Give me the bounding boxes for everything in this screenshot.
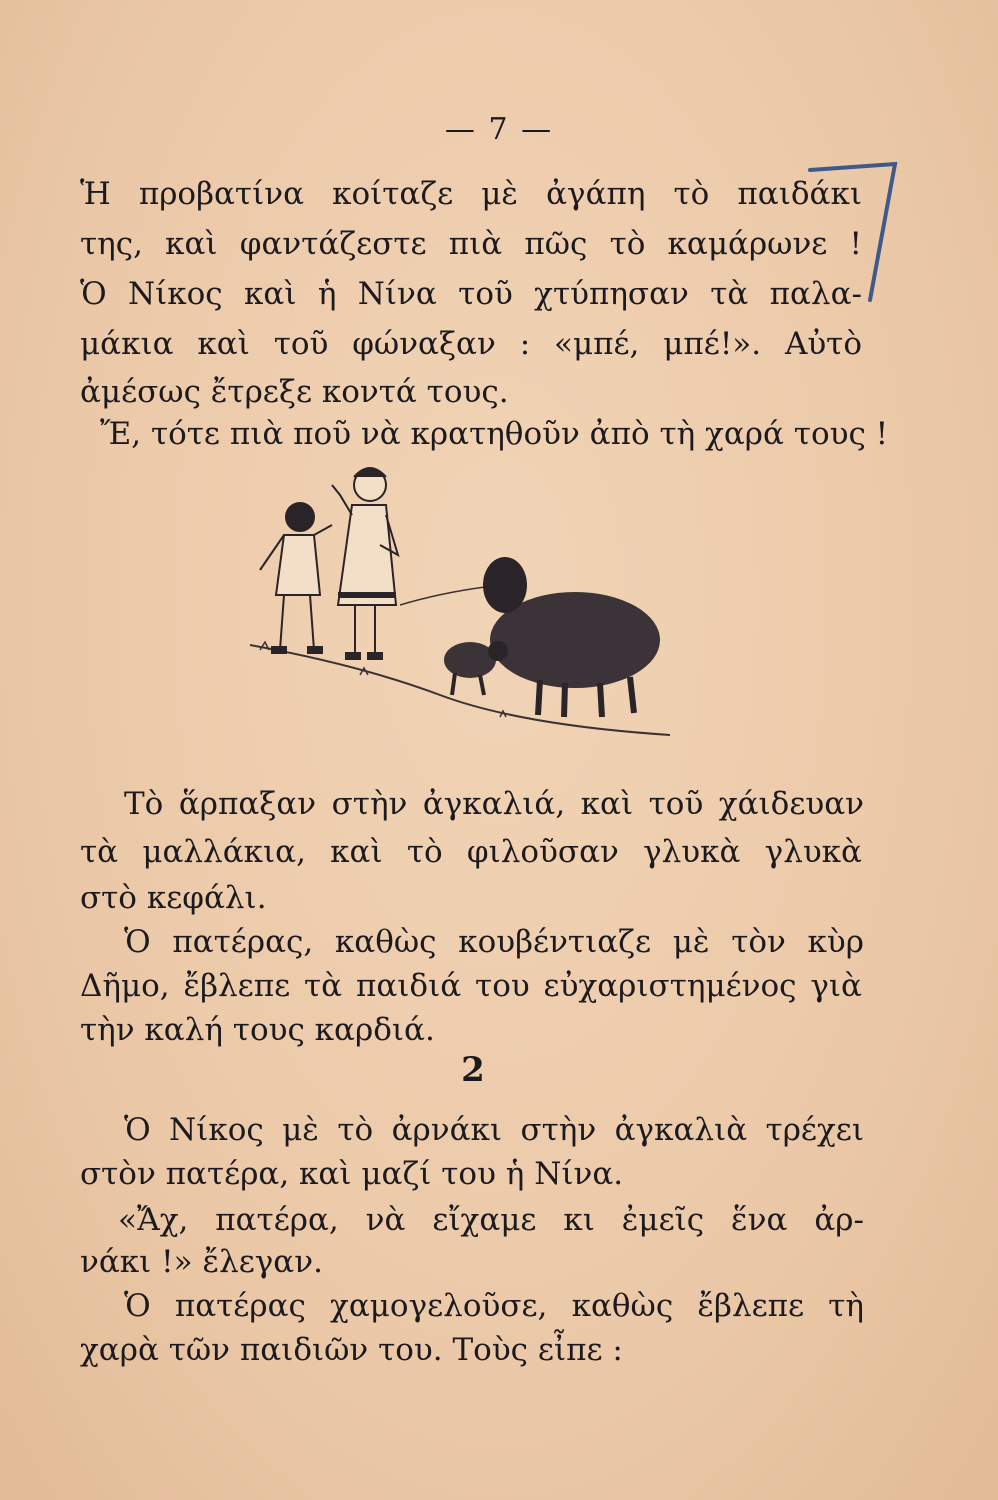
text-line: Ὁ Νίκος καὶ ἡ Νίνα τοῦ χτύπησαν τὰ παλα-	[80, 276, 862, 312]
text-line: Ὁ Νίκος μὲ τὸ ἀρνάκι στὴν ἀγκαλιὰ τρέχει	[124, 1112, 864, 1148]
text-line: τὰ μαλλάκια, καὶ τὸ φιλοῦσαν γλυκὰ γλυκὰ	[80, 834, 862, 870]
page-number: — 7 —	[444, 112, 554, 147]
text-line: Τὸ ἅρπαξαν στὴν ἀγκαλιά, καὶ τοῦ χάιδευαν	[124, 786, 864, 822]
text-line: της, καὶ φαντάζεστε πιὰ πῶς τὸ καμάρωνε !	[80, 226, 862, 262]
text-line: στὸ κεφάλι.	[80, 880, 267, 916]
text-line: τὴν καλή τους καρδιά.	[80, 1012, 435, 1048]
text-line: Ὁ πατέρας χαμογελοῦσε, καθὼς ἔβλεπε τὴ	[124, 1288, 864, 1324]
text-line: «Ἄχ, πατέρα, νὰ εἴχαμε κι ἐμεῖς ἕνα ἀρ-	[118, 1202, 864, 1238]
girl-figure	[332, 468, 398, 659]
text-line: Δῆμο, ἔβλεπε τὰ παιδιά του εὐχαριστημένος γιὰ	[80, 968, 862, 1004]
text-line: χαρὰ τῶν παιδιῶν του. Τοὺς εἶπε :	[80, 1332, 623, 1368]
text-line: μάκια καὶ τοῦ φώναξαν : «μπέ, μπέ!». Αὐτὸ	[80, 326, 862, 362]
text-line: Ἔ, τότε πιὰ ποῦ νὰ κρατηθοῦν ἀπὸ τὴ χαρά τους !	[100, 416, 889, 452]
illustration-children-with-sheep	[240, 455, 680, 755]
text-line: ἀμέσως ἔτρεξε κοντά τους.	[80, 374, 509, 410]
text-line: στὸν πατέρα, καὶ μαζί του ἡ Νίνα.	[80, 1156, 624, 1192]
lamb-figure	[444, 641, 508, 695]
text-line: Ἡ προβατίνα κοίταζε μὲ ἀγάπη τὸ παιδάκι	[80, 176, 862, 212]
section-number: 2	[461, 1050, 485, 1090]
sheep-figure	[483, 557, 660, 717]
text-line: Ὁ πατέρας, καθὼς κουβέντιαζε μὲ τὸν κὺρ	[124, 924, 864, 960]
boy-figure	[260, 503, 332, 653]
text-line: νάκι !» ἔλεγαν.	[80, 1244, 323, 1280]
